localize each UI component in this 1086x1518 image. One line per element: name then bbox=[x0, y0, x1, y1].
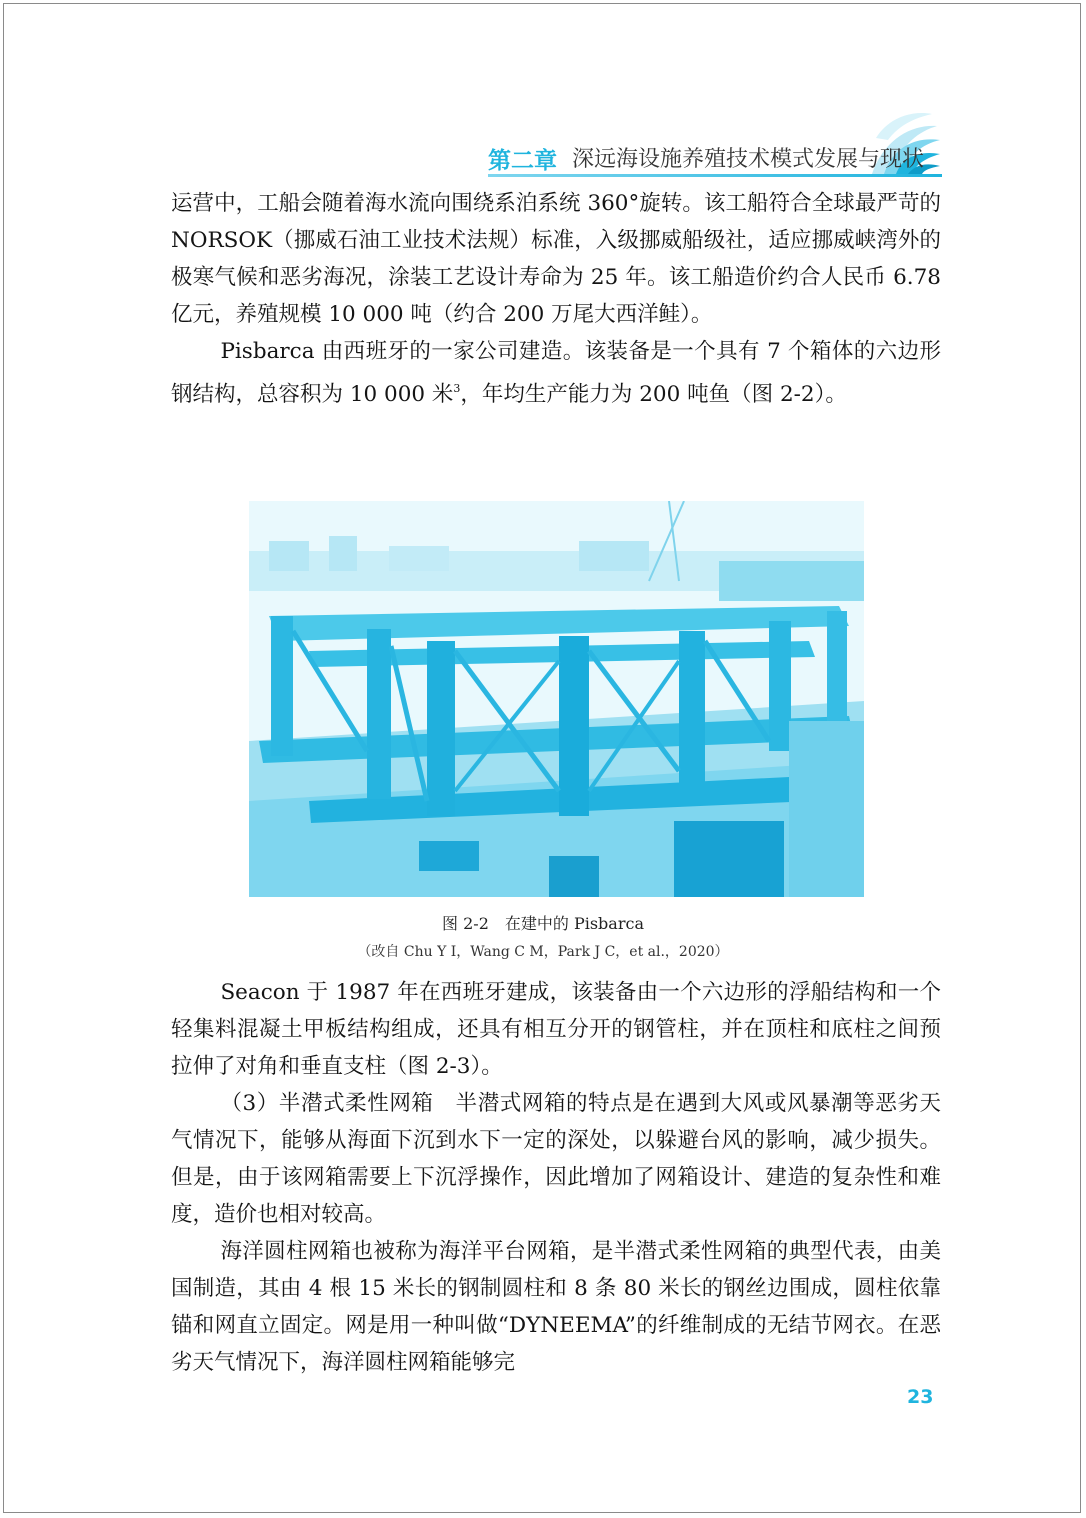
paragraph-4: （3）半潜式柔性网箱 半潜式网箱的特点是在遇到大风或风暴潮等恶劣天气情况下，能够从海面下沉到水下一定的深处，以躲避台风的影响，减少损失。但是，由于该网箱需要上下沉浮操作，因此增加了网箱设计、建造的复杂性和难度，造价也相对较高。 bbox=[171, 1091, 941, 1227]
paragraph-1: 运营中，工船会随着海水流向围绕系泊系统 360°旋转。该工船符合全球最严苛的 NORSOK（挪威石油工业技术法规）标准，入级挪威船级社，适应挪威峡湾外的极寒气候和恶劣海况，涂装工艺设计寿命为 25 年。该工船造价约合人民币 6.78 亿元，养殖规模 10 000 吨（约合 200 万尾大西洋鲑）。 bbox=[171, 191, 941, 327]
body-text-top bbox=[171, 185, 941, 413]
paragraph-3: Seacon 于 1987 年在西班牙建成，该装备由一个六边形的浮船结构和一个轻集料混凝土甲板结构组成，还具有相互分开的钢管柱，并在顶柱和底柱之间预拉伸了对角和垂直支柱（图 2-3）。 bbox=[171, 980, 941, 1079]
steel-structure-photo bbox=[249, 501, 864, 897]
page-number: 23 bbox=[907, 1386, 934, 1408]
figure-caption: 图 2-2 在建中的 Pisbarca bbox=[442, 914, 644, 933]
chapter-title: 深远海设施养殖技术模式发展与现状 bbox=[572, 147, 925, 172]
running-header bbox=[4, 104, 1082, 184]
book-page bbox=[3, 3, 1081, 1513]
figure-source: （改自 Chu Y I，Wang C M，Park J C，et al.，2020） bbox=[357, 944, 729, 960]
cubic-superscript: 3 bbox=[453, 382, 461, 395]
body-text-bottom bbox=[171, 974, 941, 1381]
figure-photo-pisbarca bbox=[249, 501, 864, 897]
paragraph-2-text-b: ，年均生产能力为 200 吨鱼（图 2-2）。 bbox=[460, 382, 847, 407]
paragraph-2-text-a: Pisbarca 由西班牙的一家公司建造。该装备是一个具有 7 个箱体的六边形钢结构，总容积为 10 000 米 bbox=[171, 339, 941, 407]
header-rule bbox=[488, 174, 942, 177]
paragraph-2 bbox=[171, 333, 941, 413]
chapter-number: 第二章 bbox=[488, 148, 557, 174]
paragraph-5: 海洋圆柱网箱也被称为海洋平台网箱，是半潜式柔性网箱的典型代表，由美国制造，其由 4 根 15 米长的钢制圆柱和 8 条 80 米长的钢丝边围成，圆柱依靠锚和网直立固定。网是用一种叫做“DYNEEMA”的纤维制成的无结节网衣。在恶劣天气情况下，海洋圆柱网箱能够完 bbox=[171, 1239, 941, 1375]
